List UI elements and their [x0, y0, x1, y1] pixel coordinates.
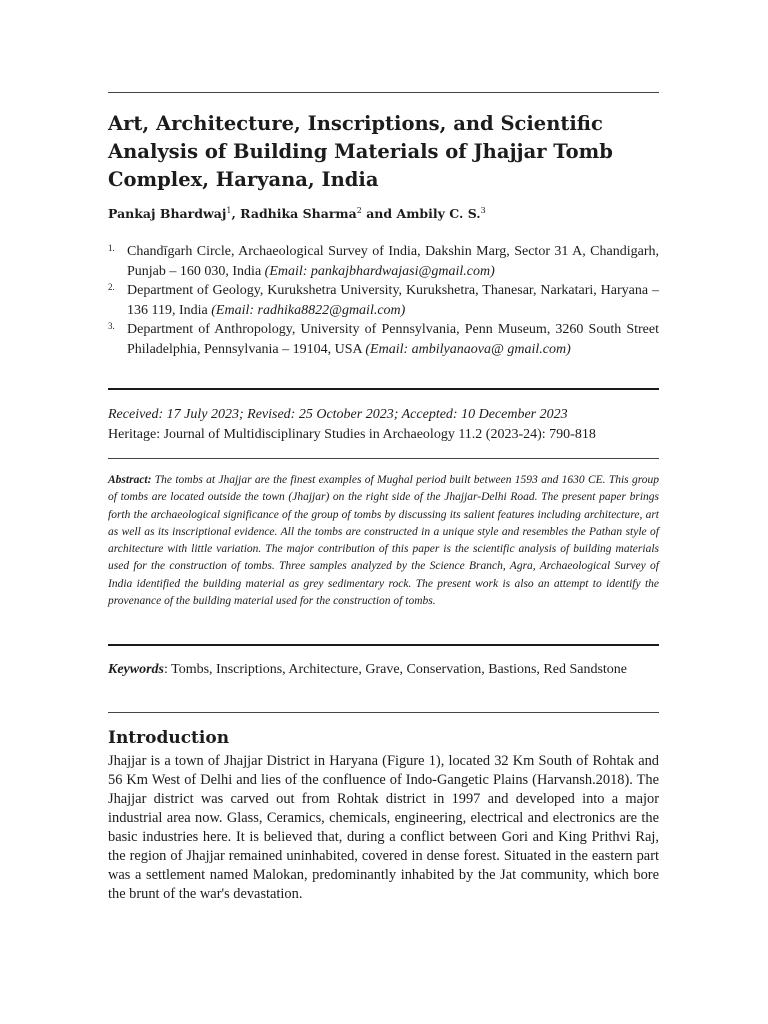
author-separator: and	[361, 206, 397, 222]
affiliation-number: 3.	[108, 321, 115, 331]
publication-info	[108, 405, 659, 444]
received-dates: Received: 17 July 2023; Revised: 25 October 2023; Accepted: 10 December 2023	[108, 407, 568, 422]
author-name: Pankaj Bhardwaj	[108, 206, 227, 222]
paper-title: Art, Architecture, Inscriptions, and Scientific Analysis of Building Materials of Jhajjar Tomb Complex, Haryana, India	[108, 112, 613, 191]
affiliation-list	[108, 242, 659, 359]
affiliation-number: 2.	[108, 282, 115, 292]
author-name: Radhika Sharma	[240, 206, 357, 222]
author-name: Ambily C. S.	[396, 206, 481, 222]
affiliation-item	[108, 281, 659, 320]
keywords	[108, 660, 659, 680]
affiliation-email: (Email: radhika8822@gmail.com)	[211, 302, 406, 318]
keywords-label: Keywords	[108, 662, 164, 677]
affiliation-text: Department of Anthropology, University of Pennsylvania, Penn Museum, 3260 South Street Philadelphia, Pennsylvania – 19104, USA	[127, 322, 659, 357]
author-affiliation-mark: 2	[356, 206, 362, 215]
section-rule	[108, 458, 659, 459]
top-rule	[108, 92, 659, 93]
affiliation-item	[108, 320, 659, 359]
affiliation-item	[108, 242, 659, 281]
abstract	[108, 472, 659, 610]
author-affiliation-mark: 3	[480, 206, 486, 215]
affiliation-text: Department of Geology, Kurukshetra University, Kurukshetra, Thanesar, Narkatari, Haryana – 136 119, India	[127, 283, 659, 318]
affiliation-text: Chandīgarh Circle, Archaeological Survey of India, Dakshin Marg, Sector 31 A, Chandigarh, Punjab – 160 030, India	[127, 244, 659, 279]
abstract-label: Abstract:	[108, 474, 152, 486]
keywords-text: : Tombs, Inscriptions, Architecture, Grave, Conservation, Bastions, Red Sandstone	[164, 662, 628, 677]
introduction-heading: Introduction	[108, 728, 230, 748]
section-rule	[108, 712, 659, 713]
author-list	[108, 206, 659, 221]
affiliation-email: (Email: ambilyanaova@ gmail.com)	[365, 341, 571, 357]
section-rule	[108, 388, 659, 390]
author-affiliation-mark: 1	[226, 206, 232, 215]
introduction-paragraph: Jhajjar is a town of Jhajjar District in Haryana (Figure 1), located 32 Km South of Rohtak and 56 Km West of Delhi and lies of the confluence of Indo-Gangetic Plains (Harvansh.2018). The Jhajjar district was carved out from Rohtak district in 1997 and developed into a major industrial area now. Glass, Ceramics, chemicals, engineering, electrical and electronics are the basic industries here. It is believed that, during a conflict between Gori and King Prithvi Raj, the region of Jhajjar remained uninhabited, covered in dense forest. Situated in the eastern part was a settlement named Malokan, predominantly inhabited by the Jat community, which bore the brunt of the war's devastation.	[108, 753, 659, 902]
affiliation-email: (Email: pankajbhardwajasi@gmail.com)	[264, 263, 495, 279]
affiliation-number: 1.	[108, 243, 115, 253]
journal-citation: Heritage: Journal of Multidisciplinary Studies in Archaeology 11.2 (2023-24): 790-818	[108, 426, 596, 442]
author-separator: ,	[231, 206, 241, 222]
abstract-text: The tombs at Jhajjar are the finest examples of Mughal period built between 1593 and 1630 CE. This group of tombs are located outside the town (Jhajjar) on the right side of the Jhajjar-Delhi Road. The present paper brings forth the archaeological significance of the group of tombs by discussing its salient features including architecture, art as well as its inscriptional evidence. All the tombs are constructed in a unique style and resembles the Pathan style of architecture with little variation. The major contribution of this paper is the scientific analysis of building materials used for the construction of tombs. Three samples analyzed by the Science Branch, Agra, Archaeological Survey of India identified the building material as grey sedimentary rock. The present work is also an attempt to identify the provenance of the building material used for the construction of tombs.	[108, 474, 659, 608]
section-rule	[108, 644, 659, 646]
